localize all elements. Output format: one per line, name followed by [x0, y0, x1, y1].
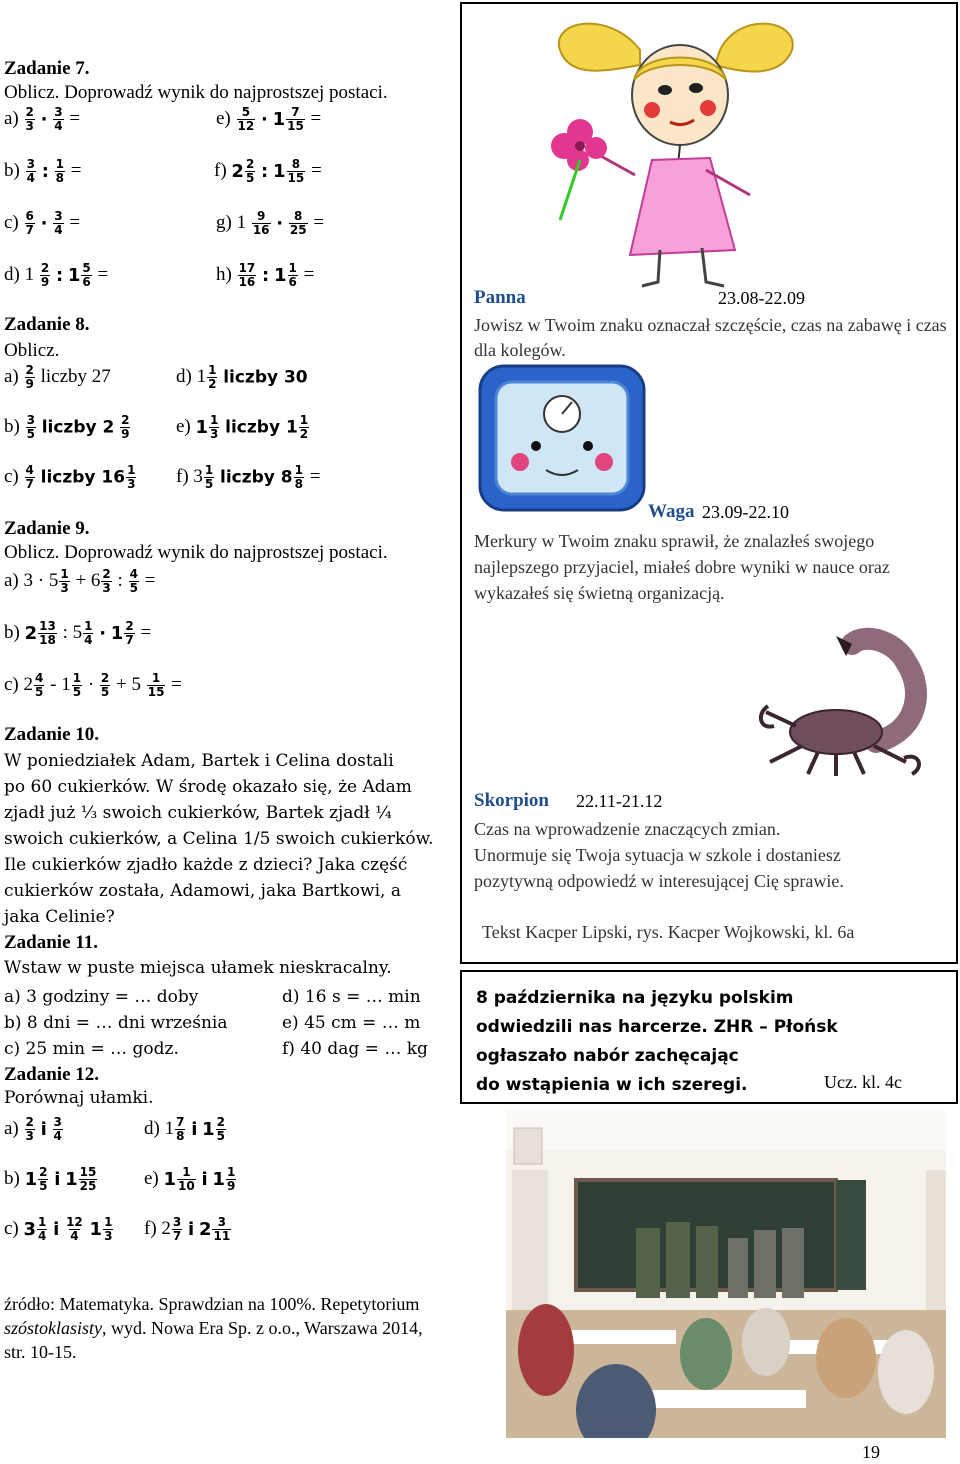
waga-sign: Waga: [648, 501, 695, 522]
horoscope-box: [460, 2, 958, 964]
z7-item-f: f) 2 $\frac{2}{5}$ : 1 $\frac{8}{15}$ =: [214, 157, 322, 185]
scorpion-illustration: [756, 622, 936, 782]
skorpion-text: Czas na wprowadzenie znaczących zmian. Unormuje się Twoja sytuacja w szkole i dostaniesz pozytywną odpowiedź w interesującej Cię sprawie.: [474, 819, 844, 891]
z7-item-e: e) $\frac{5}{12}$ · 1 $\frac{7}{15}$ =: [216, 105, 322, 133]
z8-title: Zadanie 8.: [4, 314, 90, 335]
z7-title: Zadanie 7.: [4, 58, 90, 79]
z8-item-f: f) 3 $\frac{1}{5}$ liczby 8 $\frac{1}{8}$ =: [176, 463, 321, 491]
z12-item-d: d) 1 $\frac{7}{8}$ i 1 $\frac{2}{5}$: [144, 1115, 225, 1143]
z12-item-e: e) 1 $\frac{1}{10}$ i 1 $\frac{1}{9}$: [144, 1165, 236, 1193]
z8-item-e: e) 1 $\frac{1}{3}$ liczby 1 $\frac{1}{2}$: [176, 413, 309, 441]
z8-item-b: b) $\frac{3}{5}$ liczby 2 $\frac{2}{9}$: [4, 413, 130, 441]
z12-title: Zadanie 12.: [4, 1064, 100, 1085]
z7-item-d: d) 1 $\frac{2}{9}$ : 1 $\frac{5}{6}$ =: [4, 261, 109, 289]
z8-instruction: Oblicz.: [4, 340, 60, 361]
z7-item-h: h) $\frac{17}{16}$ : 1 $\frac{1}{6}$ =: [216, 261, 315, 289]
z12-instruction: Porównaj ułamki.: [4, 1088, 154, 1108]
z11-title: Zadanie 11.: [4, 932, 98, 953]
panna-dates: 23.08-22.09: [718, 288, 805, 308]
z9-instruction: Oblicz. Doprowadź wynik do najprostszej postaci.: [4, 542, 388, 563]
z12-item-f: f) 2 $\frac{3}{7}$ i 2 $\frac{3}{11}$: [144, 1215, 231, 1243]
z8-item-a: a) $\frac{2}{9}$ liczby 27: [4, 363, 111, 391]
panna-sign: Panna: [474, 287, 526, 308]
scouts-classroom-photo: [506, 1110, 946, 1438]
z11-instruction: Wstaw w puste miejsca ułamek nieskracalny.: [4, 958, 392, 978]
news-box: [460, 970, 958, 1104]
z9-item-c: c) 2 $\frac{4}{5}$ - 1 $\frac{1}{5}$ · $\frac{2}{5}$ + 5 $\frac{1}{15}$ =: [4, 671, 182, 699]
z7-item-b: b) $\frac{3}{4}$ : $\frac{1}{8}$ =: [4, 157, 82, 185]
z12-item-a: a) $\frac{2}{3}$ i $\frac{3}{4}$: [4, 1115, 62, 1143]
skorpion-dates: 22.11-21.12: [576, 791, 663, 811]
z11-items-left: a) 3 godziny = … doby b) 8 dni = … dni września c) 25 min = … godz.: [4, 987, 228, 1059]
z7-item-a: a) $\frac{2}{3}$ · $\frac{3}{4}$ =: [4, 105, 81, 133]
z12-item-b: b) 1 $\frac{2}{5}$ i 1 $\frac{15}{25}$: [4, 1165, 97, 1193]
z7-instruction: Oblicz. Doprowadź wynik do najprostszej postaci.: [4, 82, 388, 103]
panna-text: Jowisz w Twoim znaku oznaczał szczęście, czas na zabawę i czas dla kolegów.: [474, 315, 947, 360]
news-text: 8 października na języku polskim odwiedzili nas harcerze. ZHR – Płońsk ogłaszało nabór zachęcając do wstąpienia w ich szeregi.: [476, 988, 838, 1095]
z9-item-b: b) 2 $\frac{13}{18}$ : 5 $\frac{1}{4}$ · 1 $\frac{2}{7}$ =: [4, 619, 152, 647]
z9-title: Zadanie 9.: [4, 518, 90, 539]
z10-text: W poniedziałek Adam, Bartek i Celina dostali po 60 cukierków. W środę okazało się, że Adam zjadł już ⅓ swoich cukierków, Bartek zjadł ¼ swoich cukierków, a Celina 1/5 swoich cukierków. Ile cukierków zjadło każde z dzieci? Jaka część cukierków została, Adamowi, jaka Bartkowi, a jaka Celinie?: [4, 751, 434, 927]
virgo-girl-illustration: [530, 10, 840, 290]
z12-item-c: c) 3 $\frac{1}{4}$ i $\frac{12}{4}$ 1 $\frac{1}{3}$: [4, 1215, 113, 1243]
z7-item-c: c) $\frac{6}{7}$ · $\frac{3}{4}$ =: [4, 209, 81, 237]
libra-scale-illustration: [476, 362, 648, 514]
z8-item-d: d) 1 $\frac{1}{2}$ liczby 30: [176, 363, 308, 391]
horoscope-credit: Tekst Kacper Lipski, rys. Kacper Wojkowski, kl. 6a: [482, 922, 855, 942]
news-author: Ucz. kl. 4c: [824, 1072, 902, 1092]
skorpion-sign: Skorpion: [474, 790, 549, 811]
z11-items-right: d) 16 s = … min e) 45 cm = … m f) 40 dag = … kg: [282, 987, 428, 1059]
z9-item-a: a) 3 · 5 $\frac{1}{3}$ + 6 $\frac{2}{3}$ : $\frac{4}{5}$ =: [4, 567, 156, 595]
z10-title: Zadanie 10.: [4, 724, 100, 745]
z7-item-g: g) 1 $\frac{9}{16}$ · $\frac{8}{25}$ =: [216, 209, 325, 237]
waga-text: Merkury w Twoim znaku sprawił, że znalazłeś swojego najlepszego przyjaciel, miałeś dobre wyniki w nauce oraz wykazałeś się świetną organizacją.: [474, 531, 890, 603]
z8-item-c: c) $\frac{4}{7}$ liczby 16 $\frac{1}{3}$: [4, 463, 136, 491]
page-number: 19: [862, 1442, 880, 1462]
source-note: źródło: Matematyka. Sprawdzian na 100%. Repetytorium szóstoklasisty, wyd. Nowa Era Sp. z o.o., Warszawa 2014, str. 10-15.: [4, 1294, 423, 1362]
waga-dates: 23.09-22.10: [702, 502, 789, 522]
